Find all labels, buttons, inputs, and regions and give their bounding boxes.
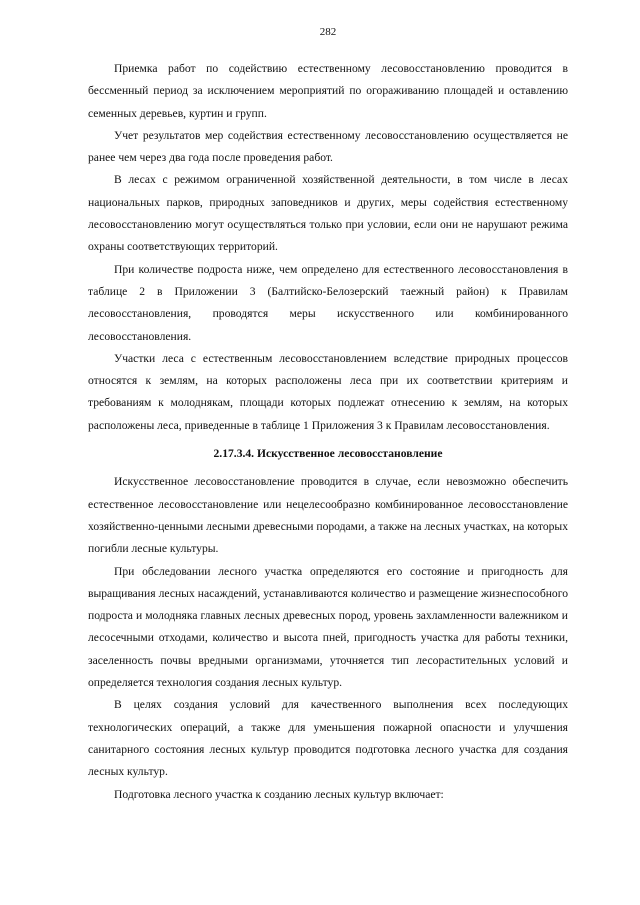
paragraph-site-survey: При обследовании лесного участка определяются его состояние и пригодность для выращивания лесных насаждений, устанавливаются количество и размещение жизнеспособного подроста и молодняка главных лесных древесных пород, уровень захламленности валежником и лесосечными отходами, количество и высота пней, пригодность участка для работы техники, заселенность почвы вредными организмами, уточняется тип лесорастительных условий и определяется технология создания лесных культур.	[88, 564, 568, 690]
section-heading: 2.17.3.4. Искусственное лесовосстановление	[213, 447, 443, 461]
page-number: 282	[319, 26, 337, 38]
paragraph-undergrowth: При количестве подроста ниже, чем определено для естественного лесовосстановления в таблице 2 в Приложении 3 (Балтийско-Белозерский таежный район) к Правилам лесовосстановления, проводятся меры искусственного или комбинированного лесовосстановления.	[88, 262, 568, 343]
paragraph-natural-plots: Участки леса с естественным лесовосстановлением вследствие природных процессов относятся к землям, на которых расположены леса при их соответствии критериям и требованиям к молоднякам, площади которых подлежат отнесению к землям, на которых расположены леса, приведенные в таблице 1 Приложения 3 к Правилам лесовосстановления.	[88, 351, 568, 432]
paragraph-site-preparation-includes: Подготовка лесного участка к созданию лесных культур включает:	[114, 787, 444, 801]
paragraph-artificial-reforestation: Искусственное лесовосстановление проводится в случае, если невозможно обеспечить естественное лесовосстановление или нецелесообразно комбинированное лесовосстановление хозяйственно-ценными лесными древесными породами, а также на лесных участках, на которых погибли лесные культуры.	[88, 475, 568, 556]
paragraph-accounting: Учет результатов мер содействия естественному лесовосстановлению осуществляется не ранее чем через два года после проведения работ.	[88, 128, 568, 165]
paragraph-acceptance: Приемка работ по содействию естественному лесовосстановлению проводится в бессменный период за исключением мероприятий по огораживанию площадей и оставлению семенных деревьев, куртин и групп.	[88, 62, 568, 120]
paragraph-restricted-forests: В лесах с режимом ограниченной хозяйственной деятельности, в том числе в лесах национальных парков, природных заповедников и других, меры содействия естественному лесовосстановлению могут осуществляться только при условии, если они не нарушают режима охраны соответствующих территорий.	[88, 173, 568, 254]
paragraph-site-preparation-purpose: В целях создания условий для качественного выполнения всех последующих технологических операций, а также для уменьшения пожарной опасности и улучшения санитарного состояния лесных культур проводится подготовка лесного участка для создания лесных культур.	[88, 698, 568, 779]
